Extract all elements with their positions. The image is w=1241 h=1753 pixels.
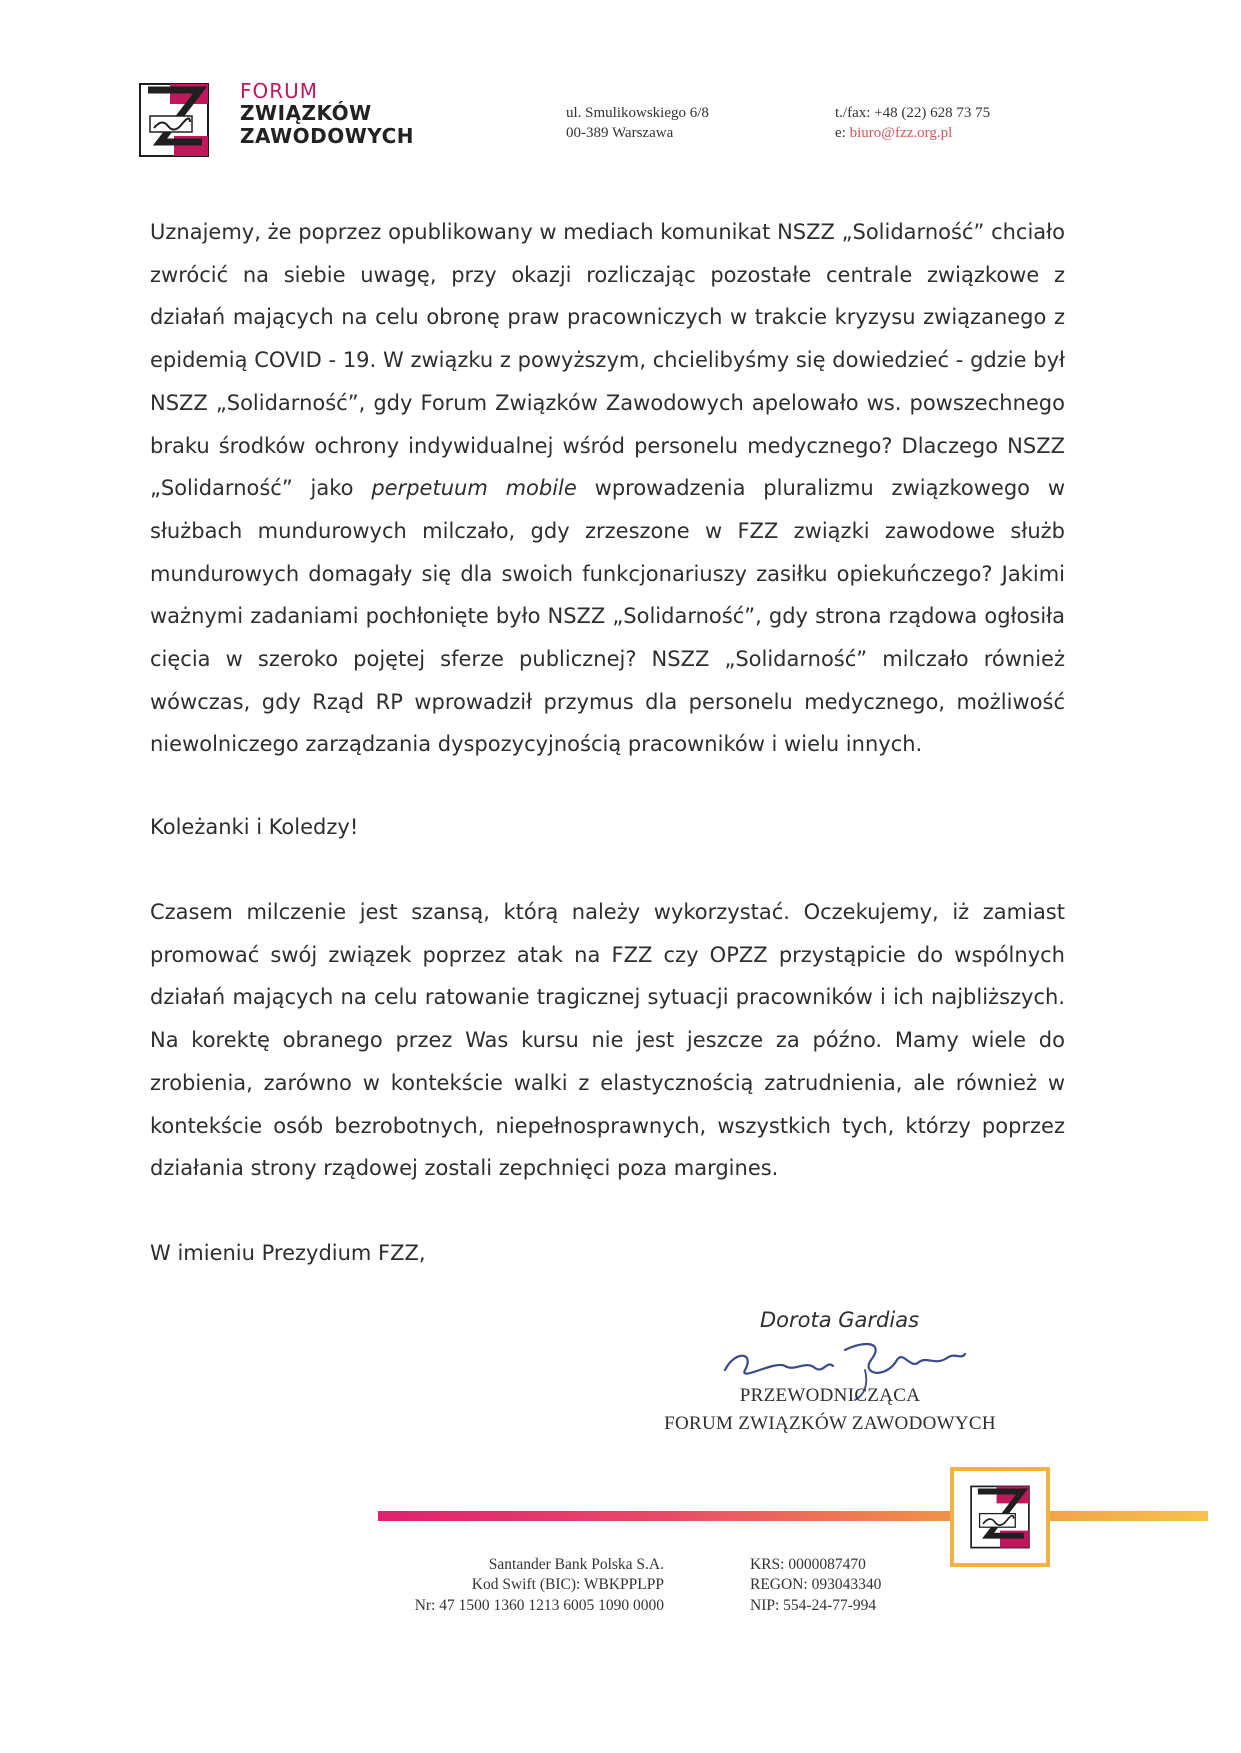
registry-krs: KRS: 0000087470 — [750, 1556, 866, 1573]
footer-logo — [950, 1467, 1050, 1567]
footer-gradient-bar — [378, 1511, 1208, 1521]
bank-name: Santander Bank Polska S.A. — [488, 1556, 664, 1573]
registry-regon: REGON: 093043340 — [750, 1576, 882, 1594]
brand-line-zawodowych: ZAWODOWYCH — [240, 123, 414, 148]
contact-block — [835, 104, 990, 143]
paragraph-2: Czasem milczenie jest szansą, którą należy wykorzystać. Oczekujemy, iż zamiast promować swój związek poprzez atak na FZZ czy OPZZ przystąpicie do wspólnych działań mających na celu ratowanie tragicznej sytuacji pracowników i ich najbliższych. Na korektę obranego przez Was kursu nie jest jeszcze za późno. Mamy wiele do zrobienia, zarówno w kontekście walki z elastycznością zatrudnienia, ale również w kontekście osób bezrobotnych, niepełnosprawnych, wszystkich tych, którzy poprzez działania strony rządowej zostali zepchnięci poza margines. — [150, 900, 1065, 1181]
address-block — [566, 104, 709, 143]
role-title: PRZEWODNICZĄCA — [739, 1385, 921, 1406]
phone-line — [835, 104, 990, 124]
paragraph-1 — [150, 211, 1065, 766]
brand-line-forum: FORUM — [240, 79, 319, 103]
address-street: ul. Smulikowskiego 6/8 — [566, 105, 709, 121]
brand-line-zwiazkow: ZWIĄZKÓW — [240, 101, 372, 126]
fzz-footer-logo-icon — [966, 1483, 1034, 1551]
registry-details — [750, 1555, 881, 1616]
email-line — [835, 124, 990, 144]
brand-name — [240, 80, 414, 147]
fzz-logo — [134, 80, 214, 160]
bank-details — [380, 1555, 664, 1616]
fzz-logo-icon — [134, 80, 214, 160]
closing-line: W imieniu Prezydium FZZ, — [150, 1241, 426, 1265]
paragraph-1-italic: perpetuum mobile — [371, 476, 577, 501]
address-city: 00-389 Warszawa — [566, 124, 674, 141]
signer-name: Dorota Gardias — [760, 1308, 920, 1332]
registry-nip: NIP: 554-24-77-994 — [750, 1596, 877, 1614]
bank-account: Nr: 47 1500 1360 1213 6005 1090 0000 — [414, 1596, 664, 1614]
email-label: e: — [835, 124, 846, 141]
phone-number: +48 (22) 628 73 75 — [874, 105, 991, 121]
greeting: Koleżanki i Koledzy! — [150, 815, 359, 839]
role-organization: FORUM ZWIĄZKÓW ZAWODOWYCH — [664, 1413, 996, 1434]
email-link[interactable]: biuro@fzz.org.pl — [849, 124, 953, 141]
paragraph-1-text: Uznajemy, że poprzez opublikowany w mediach komunikat NSZZ „Solidarność” chciało zwrócić na siebie uwagę, przy okazji rozliczając pozostałe centrale związkowe z działań mających na celu obronę praw pracowniczych w trakcie kryzysu związanego z epidemią COVID - 19. W związku z powyższym, chcielibyśmy się dowiedzieć - gdzie był NSZZ „Solidarność”, gdy Forum Związków Zawodowych apelowało ws. powszechnego braku środków ochrony indywidualnej wśród personelu medycznego? Dlaczego NSZZ „Solidarność” jako — [150, 220, 1065, 501]
bank-swift: Kod Swift (BIC): WBKPPLPP — [471, 1576, 664, 1594]
paragraph-1-rest: wprowadzenia pluralizmu związkowego w służbach mundurowych milczało, gdy zrzeszone w FZZ związki zawodowe służb mundurowych domagały się dla swoich funkcjonariuszy zasiłku opiekuńczego? Jakimi ważnymi zadaniami pochłonięte było NSZZ „Solidarność”, gdy strona rządowa ogłosiła cięcia w szeroko pojętej sferze publicznej? NSZZ „Solidarność” milczało również wówczas, gdy Rząd RP wprowadził przymus dla personelu medycznego, możliwość niewolniczego zarządzania dyspozycyjnością pracowników i wielu innych. — [150, 476, 1066, 757]
phone-label: t./fax: — [835, 105, 871, 121]
